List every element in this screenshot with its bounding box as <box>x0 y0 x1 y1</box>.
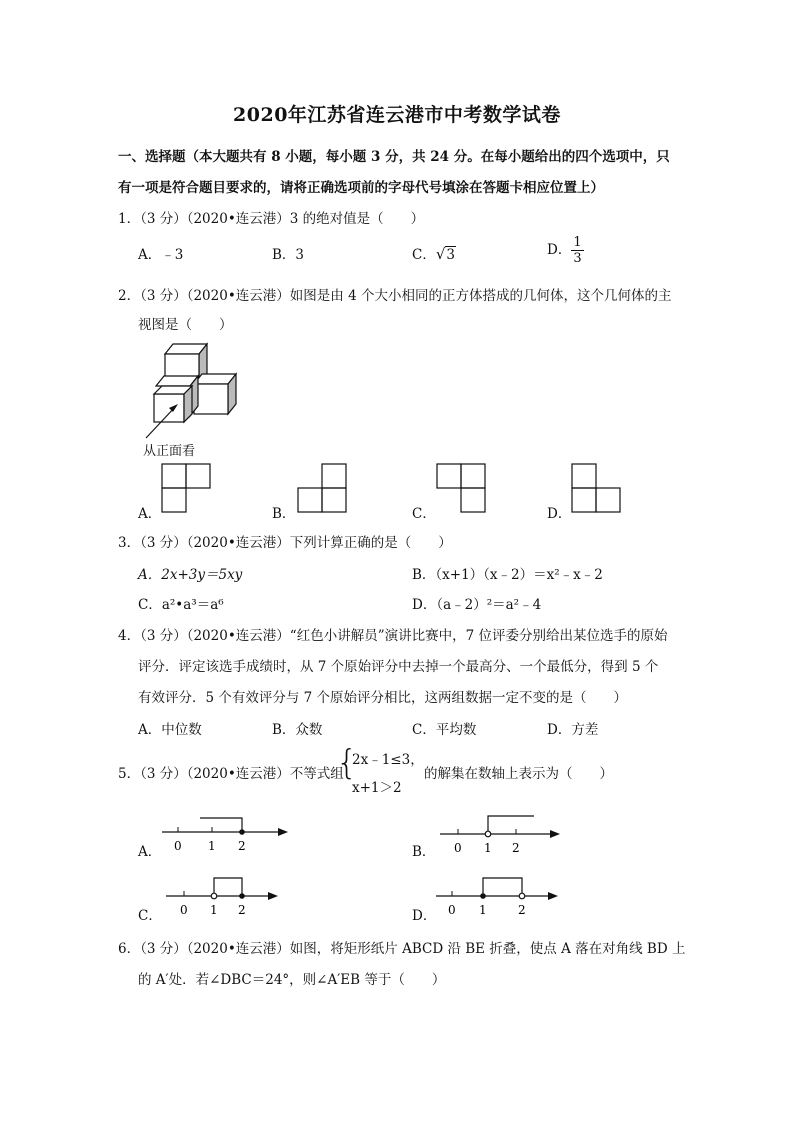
sqrt-icon: √ <box>435 245 446 263</box>
tick-label-1: 1 <box>479 903 487 917</box>
q3-stem: 3．（3 分）（2020•连云港）下列计算正确的是（ ） <box>118 535 452 551</box>
tick-label-2: 2 <box>512 841 520 855</box>
tick-label-2: 2 <box>238 903 246 917</box>
q5-option-b-numberline <box>440 814 570 859</box>
q6-line1: 6．（3 分）（2020•连云港）如图，将矩形纸片 ABCD 沿 BE 折叠，使点 A 落在对角线 BD 上 <box>118 941 686 957</box>
section-heading-line2: 有一项是符合题目要求的，请将正确选项前的字母代号填涂在答题卡相应位置上） <box>118 180 604 196</box>
q5-option-a-label: A． <box>138 844 162 860</box>
q2-option-c-view <box>436 463 486 513</box>
q5-option-d-numberline <box>436 874 566 919</box>
q4-line1: 4．（3 分）（2020•连云港）“红色小讲解员”演讲比赛中，7 位评委分别给出某位选手的原始 <box>118 628 668 644</box>
q2-option-a-label: A． <box>138 506 162 522</box>
denominator: 3 <box>573 251 582 266</box>
q5-stem-prefix: 5．（3 分）（2020•连云港）不等式组 <box>118 766 344 782</box>
tick-label-0: 0 <box>454 841 462 855</box>
q3-option-b: B．（x+1）（x﹣2）＝x²﹣x﹣2 <box>412 567 603 583</box>
tick-label-0: 0 <box>180 903 188 917</box>
q5-option-d-label: D． <box>412 908 437 924</box>
q1-option-c <box>412 243 456 263</box>
q1-option-b: B．3 <box>272 247 305 263</box>
q4-option-b: B．众数 <box>272 722 323 738</box>
q2-option-a-view <box>161 463 211 513</box>
q1-option-c-radicand: 3 <box>446 247 455 263</box>
q3-option-d: D．（a﹣2）²＝a²﹣4 <box>412 597 542 613</box>
cube-solid-figure <box>140 338 260 438</box>
q3-option-c: C．a²•a³＝a⁶ <box>138 597 224 613</box>
q4-option-c: C．平均数 <box>412 722 477 738</box>
tick-label-2: 2 <box>238 839 246 853</box>
q2-option-b-label: B． <box>272 506 296 522</box>
tick-label-0: 0 <box>174 839 182 853</box>
q5-option-c-label: C． <box>138 908 162 924</box>
tick-label-1: 1 <box>484 841 492 855</box>
q1-option-a: A．﹣3 <box>138 247 184 263</box>
q4-option-d: D．方差 <box>547 722 599 738</box>
q2-option-c-label: C． <box>412 506 436 522</box>
q5-inequality-2: x+1＞2 <box>352 780 402 796</box>
q5-option-b-label: B． <box>412 844 436 860</box>
q5-inequality-1: 2x﹣1≤3， <box>352 752 424 768</box>
q4-line2: 评分．评定该选手成绩时，从 7 个原始评分中去掉一个最高分、一个最低分，得到 5 个 <box>138 659 659 675</box>
tick-label-1: 1 <box>210 903 218 917</box>
section-heading-line1: 一、选择题（本大题共有 8 小题，每小题 3 分，共 24 分。在每小题给出的四个选项中，只 <box>118 149 670 165</box>
q1-option-c-prefix: C． <box>412 247 436 263</box>
brace-icon: { <box>336 743 358 783</box>
q2-option-b-view <box>297 463 347 513</box>
q2-stem-line2: 视图是（ ） <box>138 317 233 333</box>
q4-option-a: A．中位数 <box>138 722 202 738</box>
tick-label-1: 1 <box>208 839 216 853</box>
q5-option-a-numberline <box>162 814 292 859</box>
q1-option-d <box>547 235 584 266</box>
q4-line3: 有效评分．5 个有效评分与 7 个原始评分相比，这两组数据一定不变的是（ ） <box>138 690 628 706</box>
tick-label-0: 0 <box>448 903 456 917</box>
fraction <box>571 235 583 266</box>
q2-option-d-label: D． <box>547 506 572 522</box>
q6-line2: 的 A′处．若∠DBC＝24°，则∠A′EB 等于（ ） <box>138 972 446 988</box>
numerator: 1 <box>573 235 582 250</box>
page-title: 2020年江苏省连云港市中考数学试卷 <box>233 104 561 126</box>
q2-option-d-view <box>571 463 621 513</box>
q3-option-a: A．2x+3y＝5xy <box>138 567 243 583</box>
q1-option-d-prefix: D． <box>547 242 572 258</box>
q5-option-c-numberline <box>166 874 296 919</box>
q1-stem: 1．（3 分）（2020•连云港）3 的绝对值是（ ） <box>118 211 425 227</box>
q5-stem-suffix: 的解集在数轴上表示为（ ） <box>424 766 613 782</box>
q2-stem-line1: 2．（3 分）（2020•连云港）如图是由 4 个大小相同的正方体搭成的几何体，这个几何体的主 <box>118 288 672 304</box>
tick-label-2: 2 <box>518 903 526 917</box>
figure-caption: 从正面看 <box>143 444 196 459</box>
